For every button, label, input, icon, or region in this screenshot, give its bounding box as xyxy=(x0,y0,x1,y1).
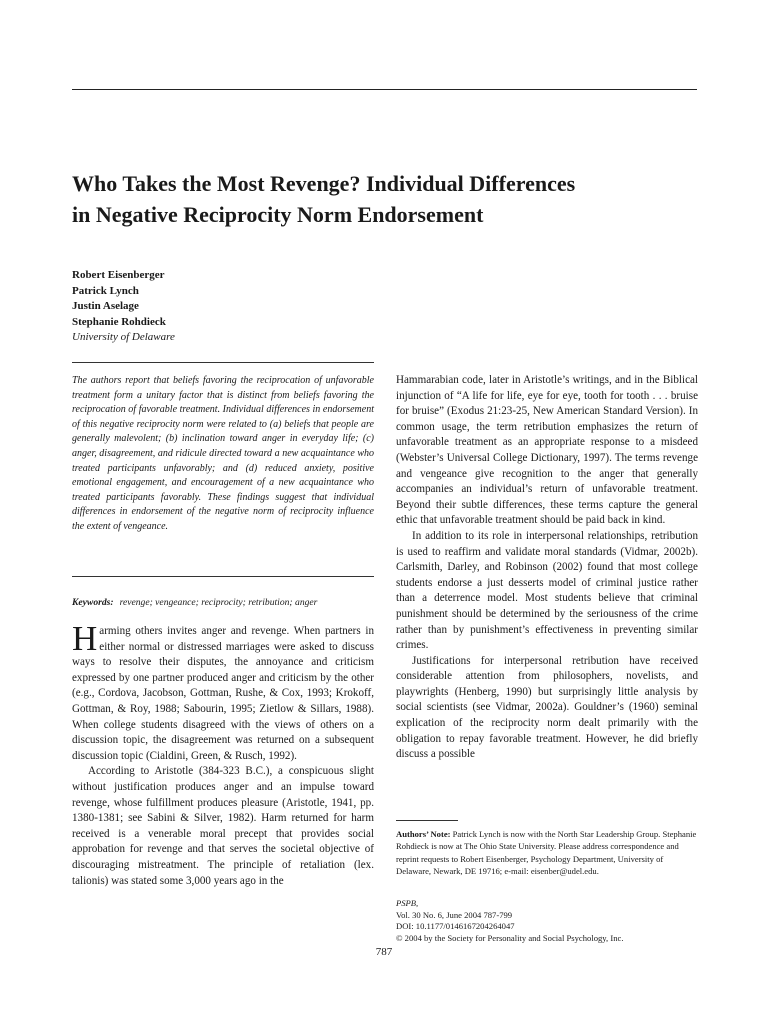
paragraph-text: arming others invites anger and revenge. When partners in either normal or distressed marriages were asked to discuss ways to resolve their disputes, the annoyance and criticism expressed by one partner produced anger and criticism by the other (e.g., Cordova, Jacobson, Gottman, Rushe, & Cox, 1993; Krokoff, Gottman, & Roy, 1988; Sabourin, 1995; Zietlow & Sillars, 1988). When college students disagreed with the views of others on a discussion topic, the disagreement was returned on a subsequent discussion topic (Cialdini, Green, & Rusch, 1992). xyxy=(72,625,374,762)
keywords-value: revenge; vengeance; reciprocity; retribution; anger xyxy=(119,597,318,608)
body-column-left xyxy=(72,619,374,889)
drop-cap: H xyxy=(72,619,98,658)
abstract-rule-top xyxy=(72,362,374,363)
author-name: Robert Eisenberger xyxy=(72,269,165,281)
keywords xyxy=(72,596,374,609)
body-paragraph: Justifications for interpersonal retribution have received considerable attention from philosophers, novelists, and playwrights (Henberg, 1990) but surprisingly little analysis by social scientists (see Vidmar, 2002a). Gouldner’s (1960) seminal explication of the reciprocity norm dealt primarily with the obligation to repay favorable treatment. However, he did briefly discuss a possible xyxy=(396,654,698,761)
authors-note-label: Authors’ Note: xyxy=(396,829,451,839)
header-rule xyxy=(72,89,697,90)
journal-issue: Vol. 30 No. 6, June 2004 787-799 xyxy=(396,909,513,920)
copyright: © 2004 by the Society for Personality and Social Psychology, Inc. xyxy=(396,932,624,943)
authors-note xyxy=(396,828,698,877)
title-line-2: in Negative Reciprocity Norm Endorsement xyxy=(72,202,484,227)
footnote-rule xyxy=(396,820,458,821)
body-paragraph: Hammarabian code, later in Aristotle’s writings, and in the Biblical injunction of “A life for life, eye for eye, tooth for tooth . . . bruise for bruise” (Exodus 21:23-25, New American Standard Version). In common usage, the term retribution emphasizes the return of unfavorable treatment as an appropriate response to a misdeed (Webster’s Universal College Dictionary, 1997). The terms revenge and vengeance give recognition to the anger that generally accompanies an individual’s return of unfavorable treatment. Beyond their subtle differences, these terms capture the general ethic that unfavorable treatment should be paid back in kind. xyxy=(396,374,698,527)
body-paragraph: According to Aristotle (384-323 B.C.), a conspicuous slight without justification produces anger and an impulse toward revenge, whose fulfillment produces pleasure (Aristotle, 1941, pp. 1380-1381; see Sabini & Silver, 1982). Harm returned for harm received is a venerable moral precept that provides social approbation for revenge and that serves the societal objective of discouraging mistreatment. The principle of retaliation (lex. talionis) was stated some 3,000 years ago in the xyxy=(72,765,374,887)
article-title xyxy=(72,168,712,230)
page-number: 787 xyxy=(375,946,393,958)
authors-note-text: Patrick Lynch is now with the North Star Leadership Group. Stephanie Rohdieck is now at The Ohio State University. Please address correspondence and reprint requests to Robert Eisenberger, Psychology Department, University of Delaware, Newark, DE 19716; e-mail: eisenber@udel.edu. xyxy=(396,829,697,876)
abstract: The authors report that beliefs favoring the reciprocation of unfavorable treatment form a unitary factor that is distinct from beliefs favoring the reciprocation of favorable treatment. Individual differences in endorsement of this negative reciprocity norm were related to (a) beliefs that people are generally malevolent; (b) inclination toward anger in everyday life; (c) anger, disagreement, and ridicule directed toward a new acquaintance who treated participants unfavorably; and (d) reduced anxiety, positive emotional engagement, and encouragement of a new acquaintance who treated participants favorably. These findings suggest that individual differences in endorsement of the negative norm of reciprocity influence the extent of vengeance. xyxy=(72,375,374,532)
journal-abbrev: PSPB, xyxy=(396,898,419,908)
author-name: Justin Aselage xyxy=(72,300,139,312)
title-line-1: Who Takes the Most Revenge? Individual Differences xyxy=(72,171,576,196)
body-paragraph xyxy=(72,619,374,764)
keywords-label: Keywords: xyxy=(72,597,114,608)
body-column-right xyxy=(396,373,698,763)
publication-info xyxy=(396,898,698,944)
abstract-rule-bottom xyxy=(72,576,374,577)
body-paragraph: In addition to its role in interpersonal relationships, retribution is used to reaffirm and validate moral standards (Vidmar, 2002b). Carlsmith, Darley, and Robinson (2002) found that most college students endorse a just desserts model of criminal justice rather than a deterrence model. Most students believe that criminal punishment should be determined by the seriousness of the crime rather than by punishment’s effectiveness in preventing similar crimes. xyxy=(396,529,698,652)
affiliation: University of Delaware xyxy=(72,331,175,343)
author-list xyxy=(72,268,372,346)
author-name: Patrick Lynch xyxy=(72,284,139,297)
author-name: Stephanie Rohdieck xyxy=(72,315,166,328)
doi: DOI: 10.1177/0146167204264047 xyxy=(396,921,515,932)
